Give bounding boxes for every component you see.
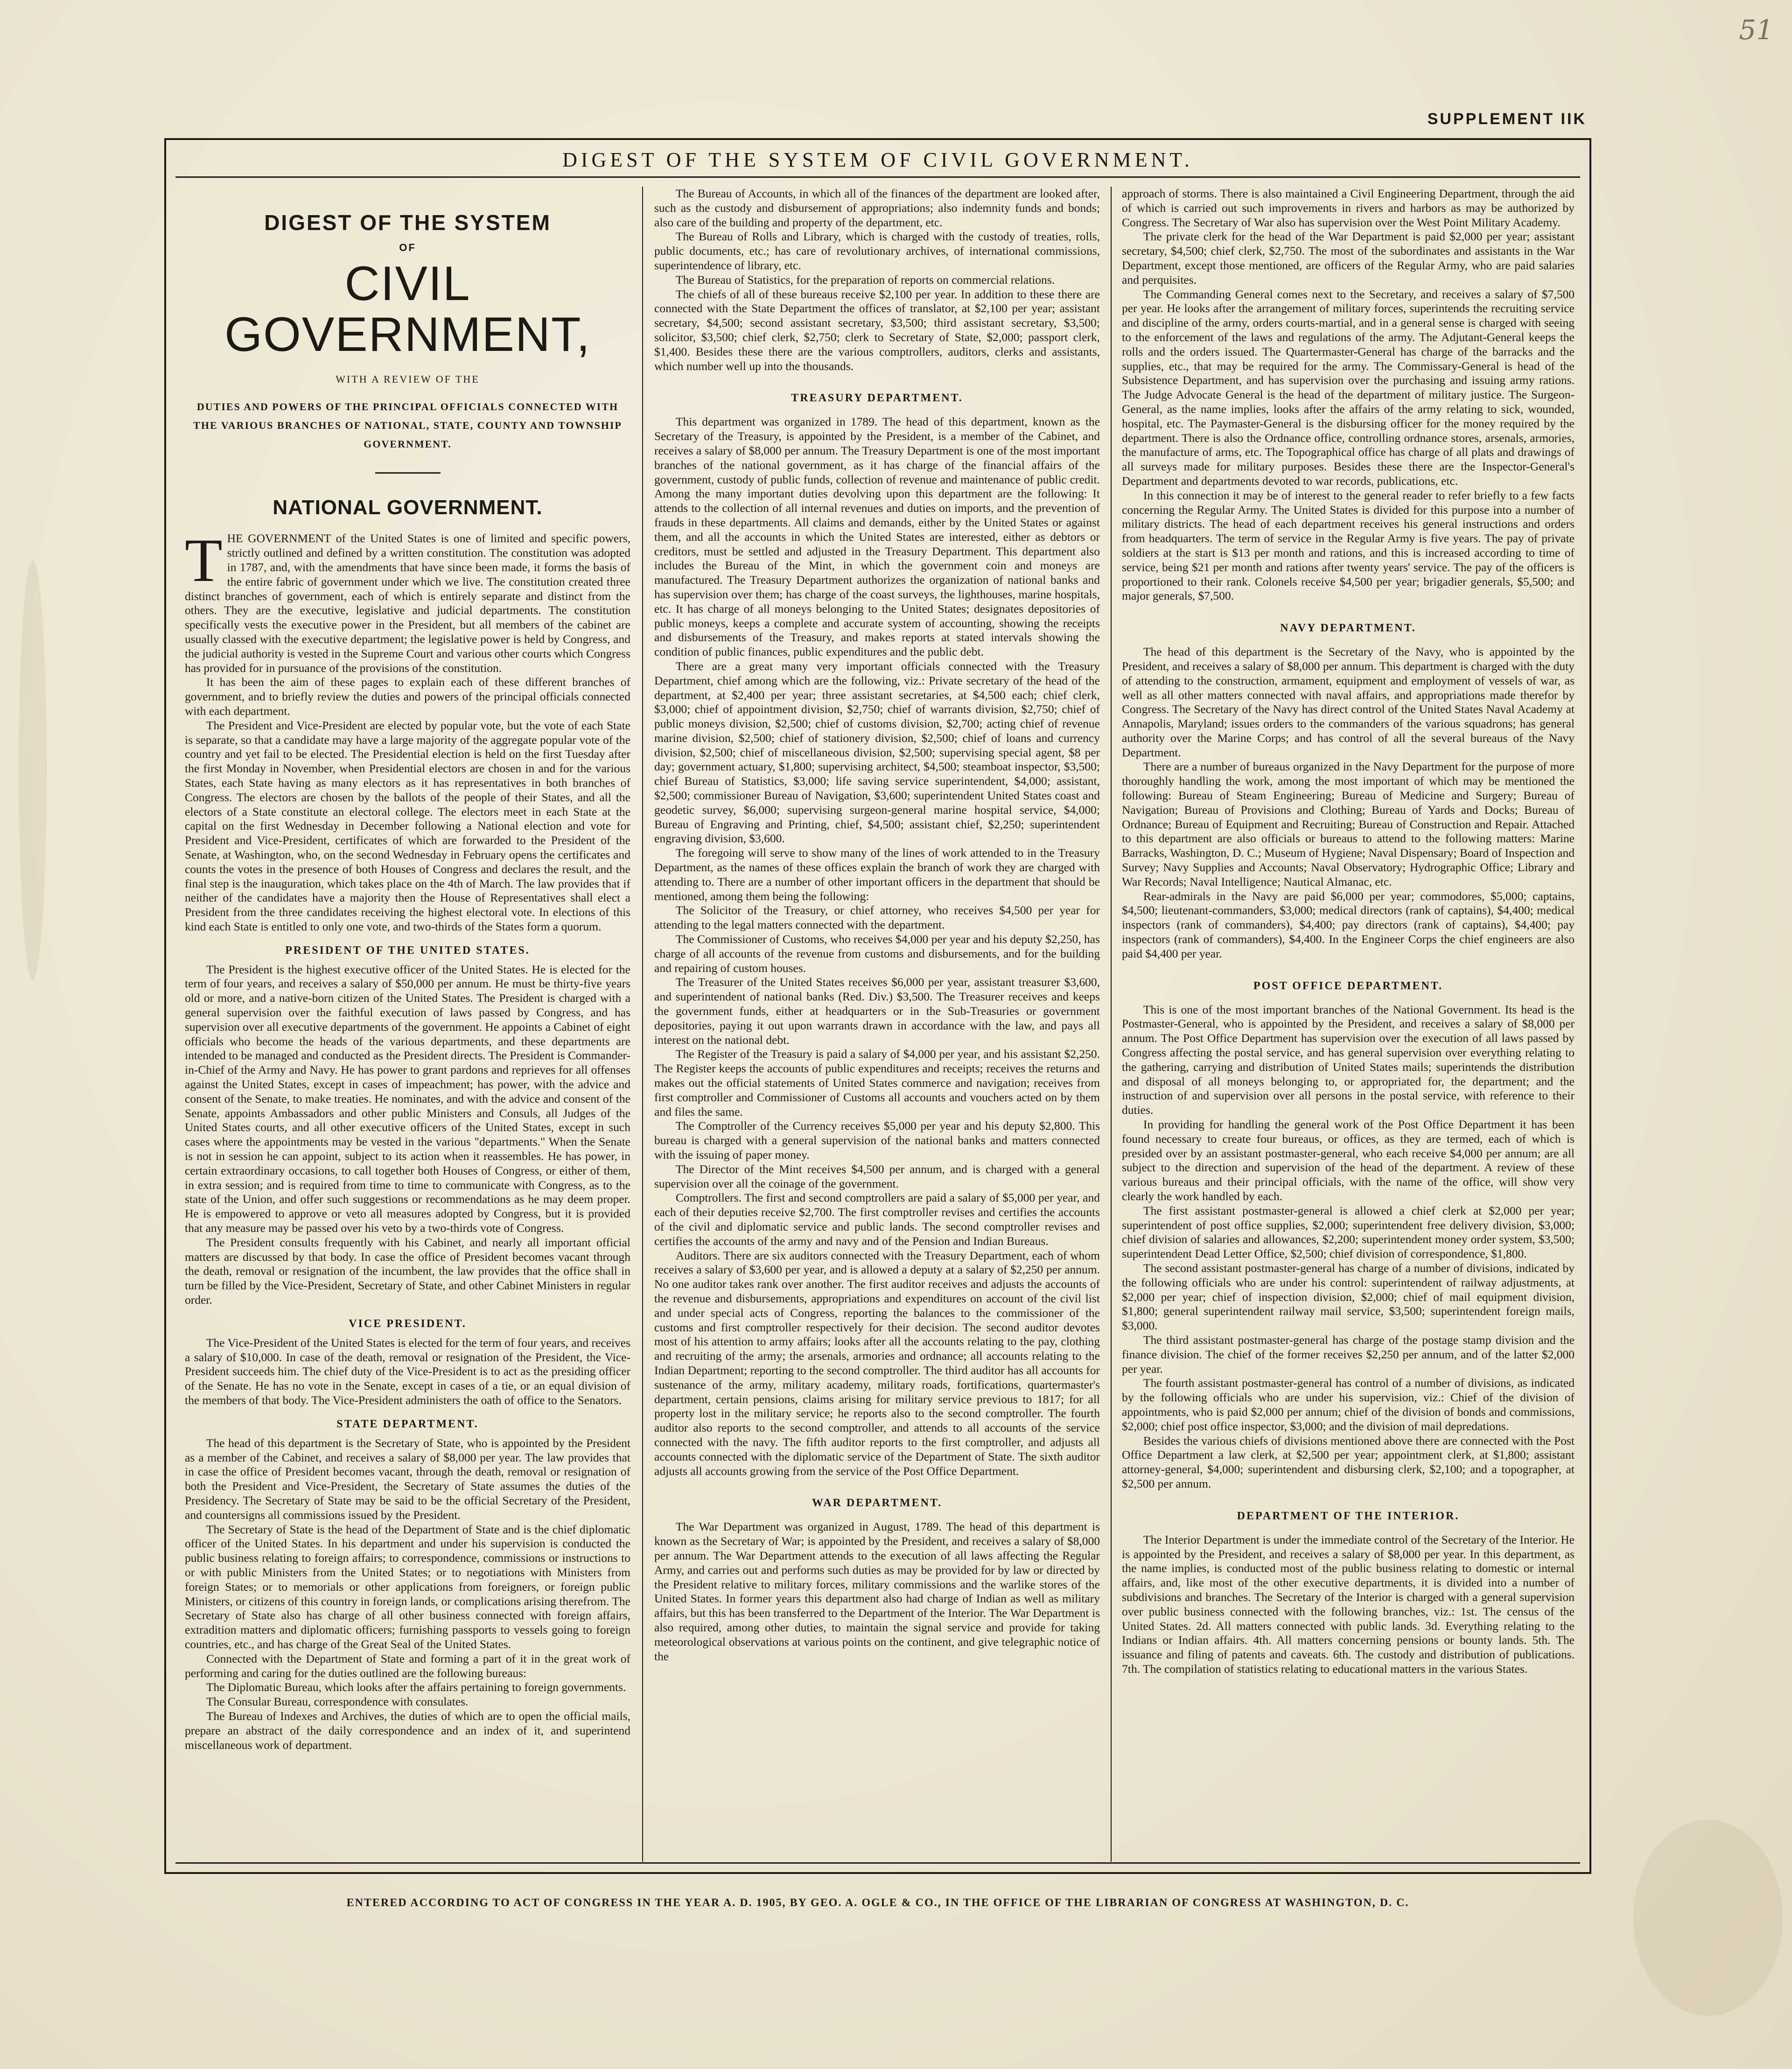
section-heading-vice-president: VICE PRESIDENT. — [349, 1317, 467, 1330]
title-of: OF — [399, 242, 416, 253]
column-3 — [1122, 187, 1575, 1862]
paragraph: The War Department was organized in August, 1789. The head of this department is known as the Secretary of War; is appointed by the President, and receives a salary of $8,000 per annum. The War Department attends to the execution of all laws affecting the Regular Army, and carries out and performs such duties as may be provided for by law or directed by the President relative to military forces, military commissions and the warlike stores of the United States. In former years this department also had charge of Indian as well as military affairs, but this has been transferred to the Department of the Interior. The War Department is also required, among other duties, to maintain the signal service and provide for taking meteorological observations at various points on the continent, and give telegraphic notice of the — [654, 1520, 1100, 1663]
copyright-footer: ENTERED ACCORDING TO ACT OF CONGRESS IN THE YEAR A. D. 1905, BY GEO. A. OGLE & CO., IN THE OFFICE OF THE LIBRARIAN OF CONGRESS AT WASHINGTON, D. C. — [346, 1897, 1409, 1909]
paragraph: The private clerk for the head of the War Department is paid $2,000 per year; assistant secretary, $4,500; chief clerk, $2,750. The most of the subordinates and assistants in the War Department, except those mentioned, are officers of the Regular Army, who are paid salaries and perquisites. — [1122, 230, 1575, 287]
paragraph: This is one of the most important branches of the National Government. Its head is the Postmaster-General, who is appointed by the President, and receives a salary of $8,000 per annum. The Post Office Department has supervision over the execution of all laws passed by Congress affecting the postal service, and has general supervision over everything relating to the gathering, carrying and distribution of United States mails; superintends the distribution and disposal of all moneys belonging to, or appropriated for, the department; and the instruction of and supervision over all persons in the postal service, with reference to their duties. — [1122, 1002, 1575, 1117]
paper-stain — [19, 560, 47, 980]
title-duties: DUTIES AND POWERS OF THE PRINCIPAL OFFICIALS CONNECTED WITH THE VARIOUS BRANCHES OF NATIONAL, STATE, COUNTY AND TOWNSHIP GOVERNMENT. — [193, 401, 622, 450]
paragraph: This department was organized in 1789. The head of this department, known as the Secretary of the Treasury, is appointed by the President, is a member of the Cabinet, and receives a salary of $8,000 per annum. The Treasury Department is one of the most important branches of the national government, as it has charge of the financial affairs of the government, custody of public funds, collection of revenue and maintenance of public credit. Among the many important duties devolving upon this department are the following: It attends to the collection of all internal revenues and duties on imports, and the prevention of frauds in these departments. All claims and demands, either by the United States or against them, and all the accounts in which the United States are interested, either as debtors or creditors, must be settled and adjusted in the Treasury Department. This department also includes the Bureau of the Mint, in which the government coin and moneys are manufactured. The Treasury Department authorizes the organization of national banks and has supervision over them; has charge of the coast surveys, the lighthouses, marine hospitals, etc. It has charge of all moneys belonging to the United States; designates depositories of public moneys, keeps a complete and accurate system of accounting, showing the receipts and disbursements of the Treasury, and makes reports at stated intervals showing the condition of public finances, public expenditures and the public debt. — [654, 415, 1100, 659]
paragraph: Auditors. There are six auditors connected with the Treasury Department, each of whom receives a salary of $3,600 per year, and is allowed a deputy at a salary of $2,250 per annum. No one auditor takes rank over another. The first auditor receives and adjusts the accounts of the revenue and disbursements, appropriations and expenditures on account of the civil list and under special acts of Congress, reporting the balances to the commissioner of the customs and first comptroller respectively for their decision. The second auditor devotes most of his attention to army affairs; looks after all the accounts relating to the pay, clothing and recruiting of the army; the arsenals, armories and ordnance; all accounts relating to the Indian Department; reporting to the second comptroller. The third auditor has all accounts for sustenance of the army, military academy, military roads, fortifications, quartermaster's department, certain pensions, claims arising for military service previous to 1817; for all property lost in the military service; he reports also to the second comptroller. The fourth auditor also reports to the second comptroller, and attends to all accounts of the service connected with the navy. The fifth auditor reports to the first comptroller, and adjusts all accounts connected with the diplomatic service of the Department of State. The sixth auditor adjusts all accounts growing from the service of the Post Office Department. — [654, 1248, 1100, 1478]
section-heading-interior: DEPARTMENT OF THE INTERIOR. — [1237, 1510, 1460, 1522]
section-heading-post-office: POST OFFICE DEPARTMENT. — [1253, 979, 1443, 992]
section-heading-president: PRESIDENT OF THE UNITED STATES. — [285, 944, 530, 957]
national-government-heading: NATIONAL GOVERNMENT. — [273, 496, 543, 519]
paragraph: The Bureau of Rolls and Library, which is charged with the custody of treaties, rolls, public documents, etc.; has care of revolutionary archives, of international commissions, superintendence of library, etc. — [654, 230, 1100, 272]
title-block — [185, 210, 630, 519]
paragraph: The Secretary of State is the head of the Department of State and is the chief diplomatic officer of the United States. In his department and under his supervision is conducted the public business relating to foreign affairs; to correspondence, commissions or instructions to or with public Ministers from the United States; or to negotiations with Ministers from foreign States; or to memorials or other applications from foreigners, or foreign public Ministers, or citizens of this country in foreign lands, or complications arising therefrom. The Secretary of State also has charge of all other business connected with foreign affairs, extradition matters and diplomatic officers; furnishing passports to vessels going to foreign countries, etc., and has charge of the Great Seal of the United States. — [185, 1522, 630, 1651]
column-1 — [185, 187, 630, 1862]
paragraph: The third assistant postmaster-general has charge of the postage stamp division and the finance division. The chief of the former receives $2,250 per annum, and of the latter $2,000 per year. — [1122, 1333, 1575, 1376]
paragraph: The head of this department is the Secretary of State, who is appointed by the President as a member of the Cabinet, and receives a salary of $8,000 per year. The law provides that in case the office of President becomes vacant, through the death, removal or resignation of both the President and Vice-President, the Secretary of State assumes the duties of the Presidency. The Secretary of State may be said to be the official Secretary of the President, and countersigns all commissions issued by the President. — [185, 1436, 630, 1522]
column-2 — [654, 187, 1100, 1862]
paragraph: Comptrollers. The first and second comptrollers are paid a salary of $5,000 per year, and each of their deputies receive $2,700. The first comptroller revises and certifies the accounts of the civil and diplomatic service and public lands. The second comptroller revises and certifies the accounts of the army and navy and of the Pension and Indian Bureaus. — [654, 1191, 1100, 1248]
supplement-label: SUPPLEMENT IIK — [1427, 110, 1587, 128]
column-rule — [1111, 187, 1112, 1862]
paragraph: The chiefs of all of these bureaus receive $2,100 per year. In addition to these there are connected with the State Department the offices of translator, at $2,100 per year; assistant secretary, $4,500; second assistant secretary, $3,500; third assistant secretary, $3,500; solicitor, $3,500; chief clerk, $2,750; clerk to Secretary of State, $2,000; passport clerk, $1,400. Besides these there are the various comptrollers, auditors, clerks and assistants, which number well up into the thousands. — [654, 287, 1100, 373]
drop-cap: T — [185, 526, 223, 595]
paragraph: In this connection it may be of interest to the general reader to refer briefly to a few facts concerning the Regular Army. The United States is divided for this purpose into a number of military districts. The head of each department receives his general instructions and orders from headquarters. The term of service in the Regular Army is five years. The pay of private soldiers at the start is $13 per month and rations, and this is increased according to time of service, being $21 per month and rations after twenty years' service. The pay of the officers is proportioned to their rank. Colonels receive $4,500 per year; brigadier generals, $5,500; and major generals, $7,500. — [1122, 488, 1575, 603]
title-divider — [375, 472, 441, 474]
paragraph: The President and Vice-President are elected by popular vote, but the vote of each State is separate, so that a candidate may have a large majority of the aggregate popular vote of the country and yet fail to be elected. The Presidential election is held on the first Tuesday after the first Monday in November, when Presidential electors are chosen in and for the various States, each State having as many electors as it has representatives in both branches of Congress. The electors are chosen by the ballots of the people of their States, and all the electors of a State constitute an electoral college. The electors meet in each State at the capital on the first Wednesday in December following a National election and vote for President and Vice-President, certificates of which are forwarded to the President of the Senate, at Washington, who, on the second Wednesday in February opens the certificates and counts the votes in the presence of both Houses of Congress and declares the result, and the final step is the inauguration, which takes place on the 4th of March. The law provides that if neither of the candidates have a majority then the House of Representatives shall elect a President from the three candidates receiving the highest electoral vote. In elections of this kind each State is entitled to only one vote, and two-thirds of the States form a quorum. — [185, 718, 630, 933]
section-heading-state: STATE DEPARTMENT. — [336, 1418, 479, 1430]
paragraph: The Vice-President of the United States is elected for the term of four years, and receives a salary of $10,000. In case of the death, removal or resignation of the President, the Vice-President succeeds him. The chief duty of the Vice-President is to act as the presiding officer of the Senate. He has no vote in the Senate, except in cases of a tie, or an equal division of the members of that body. The Vice-President administers the oath of office to the Senators. — [185, 1335, 630, 1407]
section-heading-treasury: TREASURY DEPARTMENT. — [791, 392, 963, 405]
paragraph: The Interior Department is under the immediate control of the Secretary of the Interior. He is appointed by the President, and receives a salary of $8,000 per year. In this department, as the name implies, is conducted most of the public business relating to domestic or internal affairs, and, like most of the other executive departments, it is divided into a number of subdivisions and branches. The Secretary of the Interior is charged with a general supervision over public business connected with the following branches, viz.: 1st. The census of the United States. 2d. All matters connected with public lands. 3d. Everything relating to the Indians or Indian affairs. 4th. All matters concerning pensions or bounty lands. 5th. The issuance and filing of patents and caveats. 6th. The custody and distribution of publications. 7th. The compilation of statistics relating to educational matters in the various States. — [1122, 1532, 1575, 1676]
paragraph: Connected with the Department of State and forming a part of it in the great work of performing and caring for the duties outlined are the following bureaus: — [185, 1651, 630, 1680]
section-heading-war: WAR DEPARTMENT. — [812, 1497, 943, 1510]
paragraph: The Commanding General comes next to the Secretary, and receives a salary of $7,500 per year. He looks after the arrangement of military forces, superintends the recruiting service and discipline of the army, orders courts-martial, and in a general sense is charged with seeing to the enforcement of the laws and regulations of the army. The Adjutant-General keeps the rolls and the orders issued. The Quartermaster-General has charge of the barracks and the supplies, etc., that may be required for the army. The Commissary-General is head of the Subsistence Department, and has supervision over the purchasing and issuing army rations. The Judge Advocate General is the head of the department of military justice. The Surgeon-General, as the name implies, looks after the affairs of the army relating to sick, wounded, hospital, etc. The Paymaster-General is the disbursing officer for the money required by the department. There is also the Ordnance office, controlling ordnance stores, arsenals, armories, the manufacture of arms, etc. The Topographical office has charge of all plats and drawings of all surveys made for military purposes. Besides these there are the Inspector-General's Department and departments devoted to war records, publications, etc. — [1122, 287, 1575, 488]
paragraph: The Bureau of Statistics, for the preparation of reports on commercial relations. — [675, 273, 1055, 287]
paragraph: The Director of the Mint receives $4,500 per annum, and is charged with a general supervision over all the coinage of the government. — [654, 1162, 1100, 1190]
paragraph: The Solicitor of the Treasury, or chief attorney, who receives $4,500 per year for attending to the legal matters connected with the department. — [654, 903, 1100, 932]
section-heading-navy: NAVY DEPARTMENT. — [1280, 622, 1416, 635]
paragraph: The Consular Bureau, correspondence with consulates. — [206, 1695, 469, 1709]
paragraph: The Treasurer of the United States receives $6,000 per year, assistant treasurer $3,600, and superintendent of national banks (Red. Div.) $3,500. The Treasurer receives and keeps the government funds, either at headquarters or in the Sub-Treasuries or government depositories, paying it out upon warrants drawn in accordance with the law, and pays all interest on the national debt. — [654, 975, 1100, 1047]
paragraph: Besides the various chiefs of divisions mentioned above there are connected with the Post Office Department a law clerk, at $2,500 per year; appointment clerk, at $1,800; assistant attorney-general, $4,000; superintendent and disbursing clerk, $2,100; and a topographer, at $2,500 per annum. — [1122, 1433, 1575, 1490]
intro-paragraph: THE GOVERNMENT of the United States is one of limited and specific powers, strictly outlined and defined by a written constitution. The constitution was adopted in 1787, and, with the amendments that have since been made, it forms the basis of the entire fabric of government under which we live. The constitution created three distinct branches of government, each of which is entirely separate and distinct from the others. They are the executive, legislative and judicial departments. The constitution specifically vests the executive power in the President, but all members of the cabinet are usually classed with the executive department; the legislative power is held by Congress, and the judicial authority is vested in the Supreme Court and various other courts which Congress has provided for in pursuance of the provisions of the constitution. — [185, 526, 630, 675]
paragraph: The Register of the Treasury is paid a salary of $4,000 per year, and his assistant $2,250. The Register keeps the accounts of public expenditures and receipts; receives the returns and makes out the official statements of United States commerce and navigation; receives from first comptroller and Commissioner of Customs all accounts and vouchers acted on by them and files the same. — [654, 1047, 1100, 1118]
title-civil-government: CIVIL GOVERNMENT, — [224, 257, 591, 362]
paragraph: The President is the highest executive officer of the United States. He is elected for the term of four years, and receives a salary of $50,000 per annum. He must be thirty-five years old or more, and a native-born citizen of the United States. The President is charged with a general supervision over the faithful execution of laws passed by Congress, and has supervision over all executive departments of the government. He appoints a Cabinet of eight officials who become the heads of the various departments, and these departments are intended to be managed and conducted as the President directs. The President is Commander-in-Chief of the Army and Navy. He has power to grant pardons and reprieves for all offenses against the United States, except in cases of impeachment; has power, with the advice and consent of the Senate, to make treaties. He nominates, and with the advice and consent of the Senate, appoints Ambassadors and other public Ministers and Consuls, all Judges of the United States courts, and all other executive officers of the United States, except in such cases where the appointments may be vested in the various "departments." When the Senate is not in session he can appoint, subject to its action when it reassembles. He has power, in certain extraordinary occasions, to call together both Houses of Congress, or either of them, in extra session; and is required from time to time to communicate with Congress, as to the state of the Union, and offer such suggestions or recommendations as he may deem proper. He is empowered to approve or veto all measures adopted by Congress, but it is provided that any measure may be passed over his veto by a two-thirds vote of Congress. — [185, 962, 630, 1235]
paragraph: The Diplomatic Bureau, which looks after the affairs pertaining to foreign governments. — [206, 1680, 626, 1694]
paragraph: The Bureau of Indexes and Archives, the duties of which are to open the official mails, prepare an abstract of the daily correspondence and an index of it, and superintend miscellaneous work of department. — [185, 1709, 630, 1752]
title-review: WITH A REVIEW OF THE — [336, 373, 480, 385]
column-rule — [642, 187, 643, 1862]
paragraph: The Comptroller of the Currency receives $5,000 per year and his deputy $2,800. This bureau is charged with a general supervision of the national banks and matters connected with the issuing of paper money. — [654, 1119, 1100, 1161]
paragraph: The head of this department is the Secretary of the Navy, who is appointed by the President, and receives a salary of $8,000 per annum. This department is charged with the duty of attending to the construction, armament, equipment and employment of vessels of war, as well as all other matters connected with naval affairs, and appropriations made therefor by Congress. The Secretary of the Navy has direct control of the United States Naval Academy at Annapolis, Maryland; issues orders to the commanders of the various squadrons; has general authority over the Marine Corps; and has control of all the several bureaus of the Navy Department. — [1122, 645, 1575, 759]
paragraph: It has been the aim of these pages to explain each of these different branches of government, and to briefly review the duties and powers of the principal officials connected with each department. — [185, 675, 630, 718]
paragraph: The Bureau of Accounts, in which all of the finances of the department are looked after, such as the custody and disbursement of appropriations; also indemnity funds and bonds; also care of the building and property of the department, etc. — [654, 187, 1100, 229]
title-digest: DIGEST OF THE SYSTEM — [264, 210, 551, 235]
paragraph: The fourth assistant postmaster-general has control of a number of divisions, as indicated by the following officials who are under his supervision, viz.: Chief of the division of appointments, who is paid $2,000 per annum; chief of the division of bonds and commissions, $2,000; chief post office inspector, $3,000; and the division of mail depredations. — [1122, 1376, 1575, 1433]
paragraph: approach of storms. There is also maintained a Civil Engineering Department, through the aid of which is carried out such improvements in rivers and harbors as may be authorized by Congress. The Secretary of War also has supervision over the West Point Military Academy. — [1122, 187, 1575, 229]
paragraph: The first assistant postmaster-general is allowed a chief clerk at $2,000 per year; superintendent of post office supplies, $2,000; superintendent free delivery division, $3,000; chief division of salaries and allowances, $2,200; superintendent money order system, $3,500; superintendent Dead Letter Office, $2,500; chief division of correspondence, $1,800. — [1122, 1203, 1575, 1261]
paragraph: The Commissioner of Customs, who receives $4,000 per year and his deputy $2,250, has charge of all accounts of the revenue from customs and disbursements, and for the building and repairing of custom houses. — [654, 932, 1100, 975]
paragraph: Rear-admirals in the Navy are paid $6,000 per year; commodores, $5,000; captains, $4,500; lieutenant-commanders, $3,000; medical directors (rank of captains), $4,400; medical inspectors (rank of commanders), $4,400; pay directors (rank of captains), $4,400; pay inspectors (rank of commanders), $4,400. In the Engineer Corps the chief engineers are also paid $4,400 per year. — [1122, 889, 1575, 960]
paragraph: There are a number of bureaus organized in the Navy Department for the purpose of more thoroughly handling the work, among the most important of which may be mentioned the following: Bureau of Steam Engineering; Bureau of Medicine and Surgery; Bureau of Navigation; Bureau of Provisions and Clothing; Bureau of Yards and Docks; Bureau of Ordnance; Bureau of Equipment and Recruiting; Bureau of Construction and Repair. Attached to this department are also officials or bureaus to attend to the following matters: Marine Barracks, Washington, D. C.; Museum of Hygiene; Naval Dispensary; Board of Inspection and Survey; Navy Supplies and Accounts; Naval Observatory; Hydrographic Office; Library and War Records; Naval Intelligence; Nautical Almanac, etc. — [1122, 760, 1575, 888]
paragraph: There are a great many very important officials connected with the Treasury Department, chief among which are the following, viz.: Private secretary of the head of the department, at $2,400 per year; three assistant secretaries, at $4,500 each; chief clerk, $3,000; chief of appointment division, $2,750; chief of warrants division, $2,750; chief of public moneys division, $2,500; chief of customs division, $2,700; acting chief of revenue marine division, $2,500; chief of stationery division, $2,500; chief of loans and currency division, $2,500; chief of miscellaneous division, $2,500; supervising special agent, $8 per day; government actuary, $1,800; supervising architect, $4,500; steamboat inspector, $3,500; chief Bureau of Statistics, $3,000; life saving service superintendent, $4,000; assistant, $2,500; commissioner Bureau of Navigation, $3,600; superintendent United States coast and geodetic survey, $6,000; supervising surgeon-general marine hospital service, $4,000; Bureau of Engraving and Printing, chief, $4,500; assistant chief, $2,250; superintendent engraving division, $3,600. — [654, 659, 1100, 846]
paragraph: In providing for handling the general work of the Post Office Department it has been found necessary to create four bureaus, or offices, as they are termed, each of which is presided over by an assistant postmaster-general, who each receive $4,000 per annum; are all subject to the direction and supervision of the head of the department. A review of these various bureaus and their principal officials, with the name of the office, will show very clearly the work handled by each. — [1122, 1118, 1575, 1203]
paragraph: The second assistant postmaster-general has charge of a number of divisions, indicated by the following officials who are under his control: superintendent of railway adjustments, at $2,000 per year; chief of inspection division, $2,000; chief of mail equipment division, $1,800; general superintendent railway mail service, $3,500; superintendent foreign mails, $3,000. — [1122, 1261, 1575, 1333]
page-number: 51 — [1739, 14, 1773, 46]
paragraph: The foregoing will serve to show many of the lines of work attended to in the Treasury Department, as the names of these offices explain the branch of work they are charged with attending to. There are a number of other important officers in the department that should be mentioned, among them being the following: — [654, 846, 1100, 903]
banner-title: DIGEST OF THE SYSTEM OF CIVIL GOVERNMENT. — [562, 148, 1193, 171]
paper-stain — [1633, 1820, 1783, 2016]
paragraph: The President consults frequently with his Cabinet, and nearly all important official matters are discussed by that body. In case the office of President becomes vacant through the death, removal or resignation of the incumbent, the law provides that the office shall in turn be filled by the Vice-President, Secretary of State, and other Cabinet Ministers in regular order. — [185, 1235, 630, 1307]
